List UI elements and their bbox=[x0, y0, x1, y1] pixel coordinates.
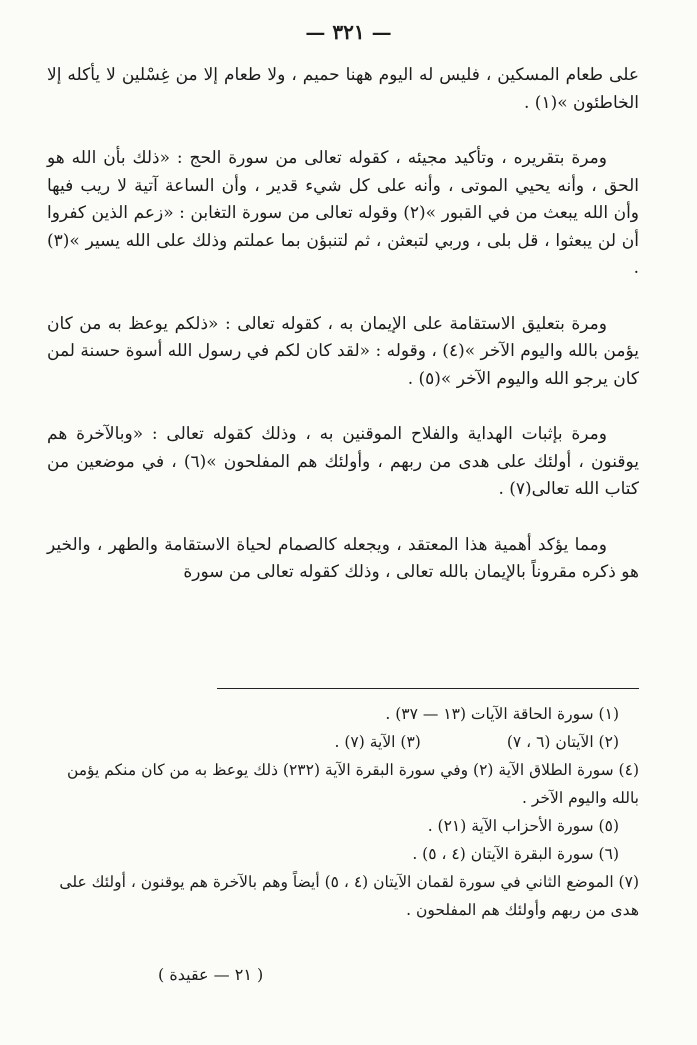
footnote-2: (٢) الآيتان (٦ ، ٧) bbox=[506, 733, 619, 751]
footnote-6: (٦) سورة البقرة الآيتان (٤ ، ٥) . bbox=[412, 845, 619, 863]
footnote-row-2-3 bbox=[47, 728, 639, 756]
footnote-1: (١) سورة الحاقة الآيات (١٣ — ٣٧) . bbox=[385, 705, 619, 723]
main-text bbox=[47, 62, 639, 615]
paragraph-3: ومرة بتعليق الاستقامة على الإيمان به ، كقوله تعالى : «ذلكم يوعظ به من كان يؤمن بالله واليوم الآخر »(٤) ، وقوله : «لقد كان لكم في رسول الله أسوة حسنة لمن كان يرجو الله واليوم الآخر »(٥) . bbox=[47, 313, 639, 389]
footnote-7: (٧) الموضع الثاني في سورة لقمان الآيتان (٤ ، ٥) أيضاً وهم بالآخرة هم يوقنون ، أولئك على هدى من ربهم وأولئك هم المفلحون . bbox=[59, 873, 639, 919]
paragraph-2: ومرة بتقريره ، وتأكيد مجيئه ، كقوله تعالى من سورة الحج : «ذلك بأن الله هو الحق ، وأنه يحيي الموتى ، وأنه على كل شيء قدير ، وأن الساعة آتية لا ريب فيها وأن الله يبعث من في القبور »(٢) وقوله تعالى من سورة التغابن : «زعم الذين كفروا أن لن يبعثوا ، قل بلى ، وربي لتبعثن ، ثم لتنبؤن بما عملتم وذلك على الله يسير »(٣) . bbox=[47, 148, 639, 278]
paragraph-1: على طعام المسكين ، فليس له اليوم ههنا حميم ، ولا طعام إلا من غِسْلين لا يأكله إلا الخاطئون »(١) . bbox=[47, 65, 639, 113]
footnote-4: (٤) سورة الطلاق الآية (٢) وفي سورة البقرة الآية (٢٣٢) ذلك يوعظ به من كان منكم يؤمن بالله واليوم الآخر . bbox=[66, 761, 639, 807]
paragraph-4: ومرة بإثبات الهداية والفلاح الموقنين به ، وذلك كقوله تعالى : «وبالآخرة هم يوقنون ، أولئك على هدى من ربهم ، وأولئك هم المفلحون »(٦) ، في موضعين من كتاب الله تعالى(٧) . bbox=[47, 424, 639, 499]
footnote-3: (٣) الآية (٧) . bbox=[334, 733, 421, 751]
footnote-divider bbox=[217, 688, 639, 689]
signature-mark: ( ٢١ — عقيدة ) bbox=[158, 965, 264, 984]
page-number: — ٣٢١ — bbox=[305, 20, 392, 44]
footnote-5: (٥) سورة الأحزاب الآية (٢١) . bbox=[427, 817, 619, 835]
footnotes bbox=[47, 700, 639, 924]
paragraph-5: ومما يؤكد أهمية هذا المعتقد ، ويجعله كالصمام لحياة الاستقامة والطهر ، والخير هو ذكره مقروناً بالإيمان بالله تعالى ، وذلك كقوله تعالى من سورة bbox=[47, 534, 639, 582]
